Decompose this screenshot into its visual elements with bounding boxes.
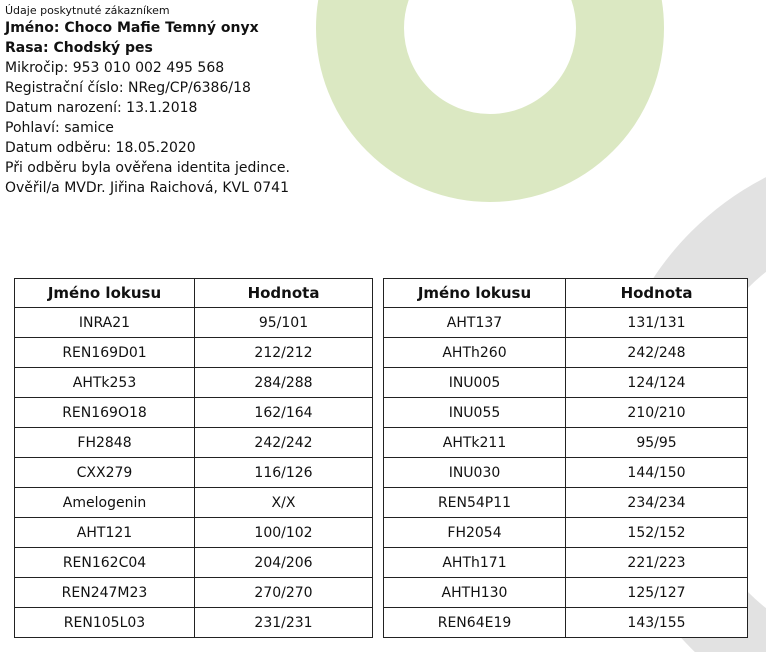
locus-right: INU055: [384, 398, 566, 428]
locus-left: REN169O18: [15, 398, 195, 428]
table-row: [15, 548, 748, 578]
column-gap: [373, 368, 384, 398]
col-locus-2: Jméno lokusu: [384, 279, 566, 308]
table-row: [15, 338, 748, 368]
microchip: Mikročip: 953 010 002 495 568: [5, 60, 225, 76]
value-right: 131/131: [566, 308, 748, 338]
locus-right: REN54P11: [384, 488, 566, 518]
value-left: X/X: [195, 488, 373, 518]
value-left: 204/206: [195, 548, 373, 578]
value-left: 231/231: [195, 608, 373, 638]
column-gap: [373, 279, 384, 308]
green-ring: [360, 0, 620, 158]
locus-right: AHTH130: [384, 578, 566, 608]
locus-left: CXX279: [15, 458, 195, 488]
locus-right: AHTh260: [384, 338, 566, 368]
verified-by: Ověřil/a MVDr. Jiřina Raichová, KVL 0741: [5, 180, 289, 196]
locus-left: REN169D01: [15, 338, 195, 368]
column-gap: [373, 488, 384, 518]
dog-breed: Rasa: Chodský pes: [5, 40, 153, 56]
column-gap: [373, 578, 384, 608]
locus-left: INRA21: [15, 308, 195, 338]
locus-left: REN247M23: [15, 578, 195, 608]
value-left: 116/126: [195, 458, 373, 488]
table-row: [15, 398, 748, 428]
value-right: 124/124: [566, 368, 748, 398]
value-left: 100/102: [195, 518, 373, 548]
value-left: 242/242: [195, 428, 373, 458]
locus-left: REN162C04: [15, 548, 195, 578]
locus-left: REN105L03: [15, 608, 195, 638]
column-gap: [373, 428, 384, 458]
value-left: 270/270: [195, 578, 373, 608]
dog-name: Jméno: Choco Mafie Temný onyx: [5, 20, 259, 36]
table-row: [15, 518, 748, 548]
locus-left: AHTk253: [15, 368, 195, 398]
value-left: 162/164: [195, 398, 373, 428]
locus-right: REN64E19: [384, 608, 566, 638]
table-row: [15, 488, 748, 518]
column-gap: [373, 398, 384, 428]
column-gap: [373, 608, 384, 638]
value-right: 242/248: [566, 338, 748, 368]
locus-right: AHTh171: [384, 548, 566, 578]
table-header-row: [15, 279, 748, 308]
table-row: [15, 308, 748, 338]
birth-date: Datum narození: 13.1.2018: [5, 100, 198, 116]
value-right: 221/223: [566, 548, 748, 578]
value-left: 212/212: [195, 338, 373, 368]
col-value-2: Hodnota: [566, 279, 748, 308]
locus-right: FH2054: [384, 518, 566, 548]
value-right: 125/127: [566, 578, 748, 608]
locus-left: FH2848: [15, 428, 195, 458]
col-value-1: Hodnota: [195, 279, 373, 308]
col-locus-1: Jméno lokusu: [15, 279, 195, 308]
locus-right: AHTk211: [384, 428, 566, 458]
column-gap: [373, 338, 384, 368]
value-left: 284/288: [195, 368, 373, 398]
value-right: 210/210: [566, 398, 748, 428]
identity-verified: Při odběru byla ověřena identita jedince.: [5, 160, 290, 176]
registration-number: Registrační číslo: NReg/CP/6386/18: [5, 80, 251, 96]
value-right: 143/155: [566, 608, 748, 638]
customer-info: [5, 3, 290, 198]
table-row: [15, 428, 748, 458]
value-right: 144/150: [566, 458, 748, 488]
locus-right: AHT137: [384, 308, 566, 338]
value-right: 95/95: [566, 428, 748, 458]
table-row: [15, 578, 748, 608]
sex: Pohlaví: samice: [5, 120, 114, 136]
locus-left: Amelogenin: [15, 488, 195, 518]
value-right: 152/152: [566, 518, 748, 548]
column-gap: [373, 548, 384, 578]
table-row: [15, 458, 748, 488]
column-gap: [373, 518, 384, 548]
locus-left: AHT121: [15, 518, 195, 548]
value-right: 234/234: [566, 488, 748, 518]
sample-date: Datum odběru: 18.05.2020: [5, 140, 196, 156]
locus-right: INU030: [384, 458, 566, 488]
table-row: [15, 608, 748, 638]
column-gap: [373, 458, 384, 488]
customer-note: Údaje poskytnuté zákazníkem: [5, 4, 170, 17]
value-left: 95/101: [195, 308, 373, 338]
locus-right: INU005: [384, 368, 566, 398]
column-gap: [373, 308, 384, 338]
loci-table: [14, 278, 748, 638]
table-row: [15, 368, 748, 398]
